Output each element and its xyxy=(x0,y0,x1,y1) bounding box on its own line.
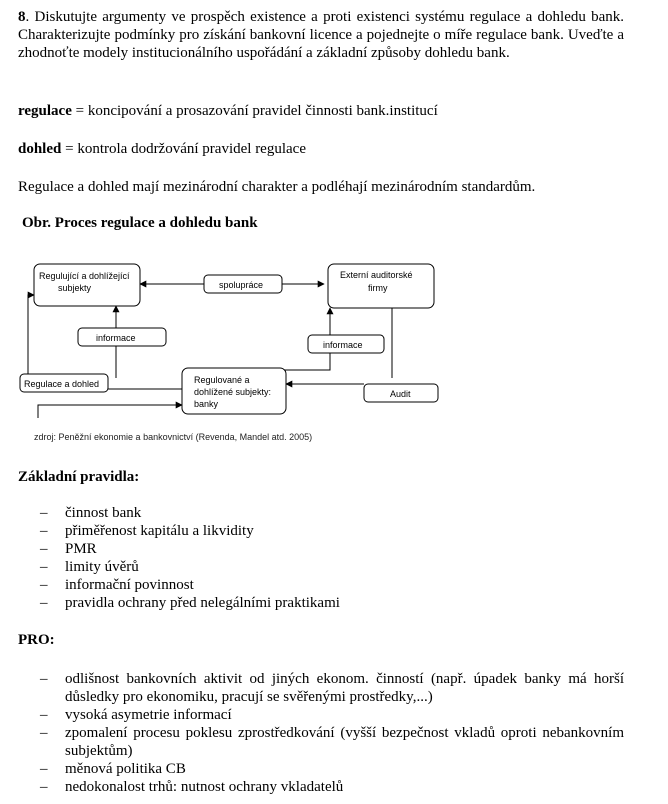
svg-text:dohlížené subjekty:: dohlížené subjekty: xyxy=(194,387,272,397)
rules-list xyxy=(18,504,624,612)
figure-source: zdroj: Peněžní ekonomie a bankovnictví (Revenda, Mandel atd. 2005) xyxy=(34,432,313,442)
list-item: – PMR xyxy=(40,541,97,557)
info-right-label: informace xyxy=(323,340,363,350)
question-number: 8 xyxy=(18,9,26,25)
list-item: – přiměřenost kapitálu a likvidity xyxy=(40,523,254,539)
svg-text:banky: banky xyxy=(194,399,219,409)
definition-text: koncipování a prosazování pravidel činnosti bank.institucí xyxy=(87,103,438,119)
info-left-label: informace xyxy=(96,333,136,343)
regulation-process-diagram xyxy=(18,248,458,448)
svg-text:subjekty: subjekty xyxy=(58,283,92,293)
regulators-label: Regulující a dohlížející xyxy=(39,271,130,281)
definition-term: regulace xyxy=(18,103,72,119)
reg-dohled-label: Regulace a dohled xyxy=(24,379,100,389)
statement-paragraph: Regulace a dohled mají mezinárodní charakter a podléhají mezinárodním standardům. xyxy=(18,179,536,195)
banks-label: Regulované a xyxy=(194,375,250,385)
definition-term: dohled xyxy=(18,141,62,157)
list-item: – odlišnost bankovních aktivit od jiných ekonom. činností (např. úpadek banky má horší důsledky pro ekonomiku, pracují se svěřenými prostředky,...) xyxy=(40,671,624,705)
list-item: – pravidla ochrany před nelegálními praktikami xyxy=(40,595,340,611)
list-item: – nedokonalost trhů: nutnost ochrany vkladatelů xyxy=(40,779,344,795)
list-item: – měnová politika CB xyxy=(40,761,186,777)
svg-text:firmy: firmy xyxy=(368,283,388,293)
cooperation-label: spolupráce xyxy=(219,280,264,290)
rules-heading: Základní pravidla: xyxy=(18,469,140,485)
list-item: – vysoká asymetrie informací xyxy=(40,707,232,723)
list-item: – informační povinnost xyxy=(40,577,194,593)
list-item: – zpomalení procesu poklesu zprostředkování (vyšší bezpečnost vkladů oproti nebankovním subjektům) xyxy=(40,725,624,759)
audit-label: Audit xyxy=(390,389,411,399)
list-item: – limity úvěrů xyxy=(40,559,139,575)
question-text: . Diskutujte argumenty ve prospěch existence a proti existenci systému regulace a dohledu bank. Charakterizujte podmínky pro získání bankovní licence a pojednejte o míře regulace bank. Uveďte a zhodnoťte modely institucionálního uspořádání a základní způsoby dohledu bank. xyxy=(18,9,624,61)
document-page xyxy=(18,8,624,795)
auditors-label: Externí auditorské xyxy=(340,270,413,280)
pro-heading: PRO: xyxy=(18,632,55,648)
definition-text: kontrola dodržování pravidel regulace xyxy=(77,141,306,157)
figure-title: Obr. Proces regulace a dohledu bank xyxy=(22,215,258,231)
pro-list xyxy=(18,670,624,796)
definition-regulace: regulace = koncipování a prosazování pravidel činnosti bank.institucí xyxy=(18,103,438,119)
list-item: – činnost bank xyxy=(40,505,142,521)
definition-dohled: dohled = kontrola dodržování pravidel regulace xyxy=(18,141,306,157)
question-paragraph xyxy=(18,8,624,62)
